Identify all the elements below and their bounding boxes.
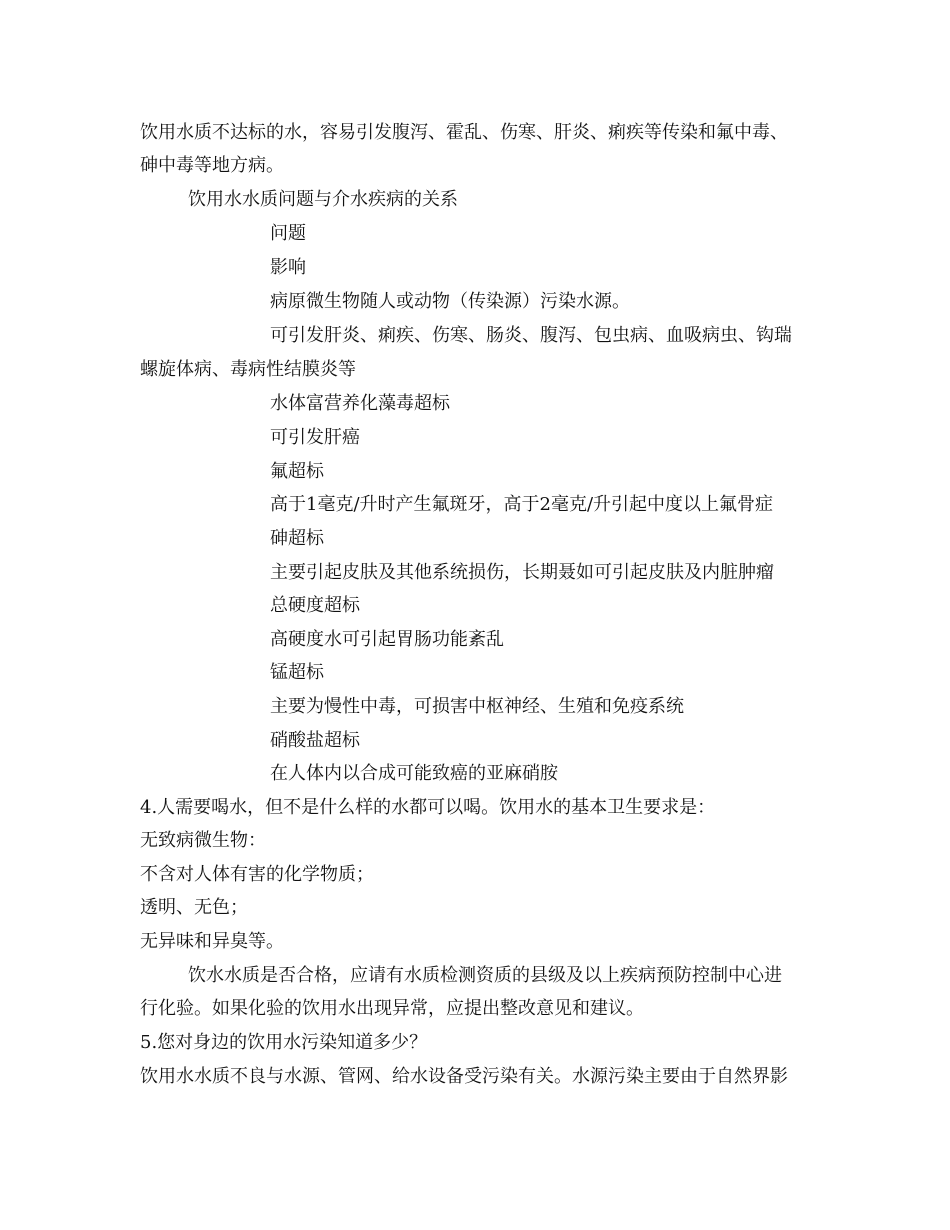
table-row-effect: 在人体内以合成可能致癌的亚麻硝胺 [270,763,558,784]
table-row-effect: 高硬度水可引起胃肠功能紊乱 [270,629,504,650]
table-row-problem: 砷超标 [270,528,324,549]
requirement-item: 透明、无色； [140,897,248,918]
inspection-paragraph-line-1: 饮水水质是否合格，应请有水质检测资质的县级及以上疾病预防控制中心进 [188,965,782,986]
intro-paragraph-line-2: 砷中毒等地方病。 [140,155,284,176]
table-row-effect: 主要为慢性中毒，可损害中枢神经、生殖和免疫系统 [270,696,684,717]
requirement-item: 无异味和异臭等。 [140,931,284,952]
question-5-paragraph-line-1: 饮用水水质不良与水源、管网、给水设备受污染有关。水源污染主要由于自然界影 [140,1066,788,1087]
table-row-problem: 氟超标 [270,461,324,482]
table-row-problem: 总硬度超标 [270,595,360,616]
requirement-item: 不含对人体有害的化学物质； [140,864,374,885]
table-row-problem: 锰超标 [270,662,324,683]
table-row-problem: 病原微生物随人或动物（传染源）污染水源。 [270,291,630,312]
table-header-problem: 问题 [270,223,306,244]
table-row-problem: 水体富营养化藻毒超标 [270,393,450,414]
table-row-effect: 可引发肝癌 [270,427,360,448]
table-row-effect: 主要引起皮肤及其他系统损伤，长期聂如可引起皮肤及内脏肿瘤 [270,562,774,583]
table-row-problem: 硝酸盐超标 [270,730,360,751]
table-row-effect-continued: 螺旋体病、毒病性结膜炎等 [140,359,356,380]
question-4-heading: 4.人需要喝水，但不是什么样的水都可以喝。饮用水的基本卫生要求是： [140,797,716,818]
relation-table-title: 饮用水水质问题与介水疾病的关系 [188,189,458,210]
requirement-item: 无致病微生物： [140,830,266,851]
table-header-effect: 影响 [270,257,306,278]
inspection-paragraph-line-2: 行化验。如果化验的饮用水出现异常，应提出整改意见和建议。 [140,998,644,1019]
intro-paragraph-line-1: 饮用水质不达标的水，容易引发腹泻、霍乱、伤寒、肝炎、痢疾等传染和氟中毒、 [140,122,788,143]
question-5-heading: 5.您对身边的饮用水污染知道多少？ [140,1032,428,1053]
table-row-effect: 可引发肝炎、痢疾、伤寒、肠炎、腹泻、包虫病、血吸病虫、钩瑞 [270,325,792,346]
table-row-effect: 高于1毫克/升时产生氟斑牙，高于2毫克/升引起中度以上氟骨症 [270,494,774,515]
